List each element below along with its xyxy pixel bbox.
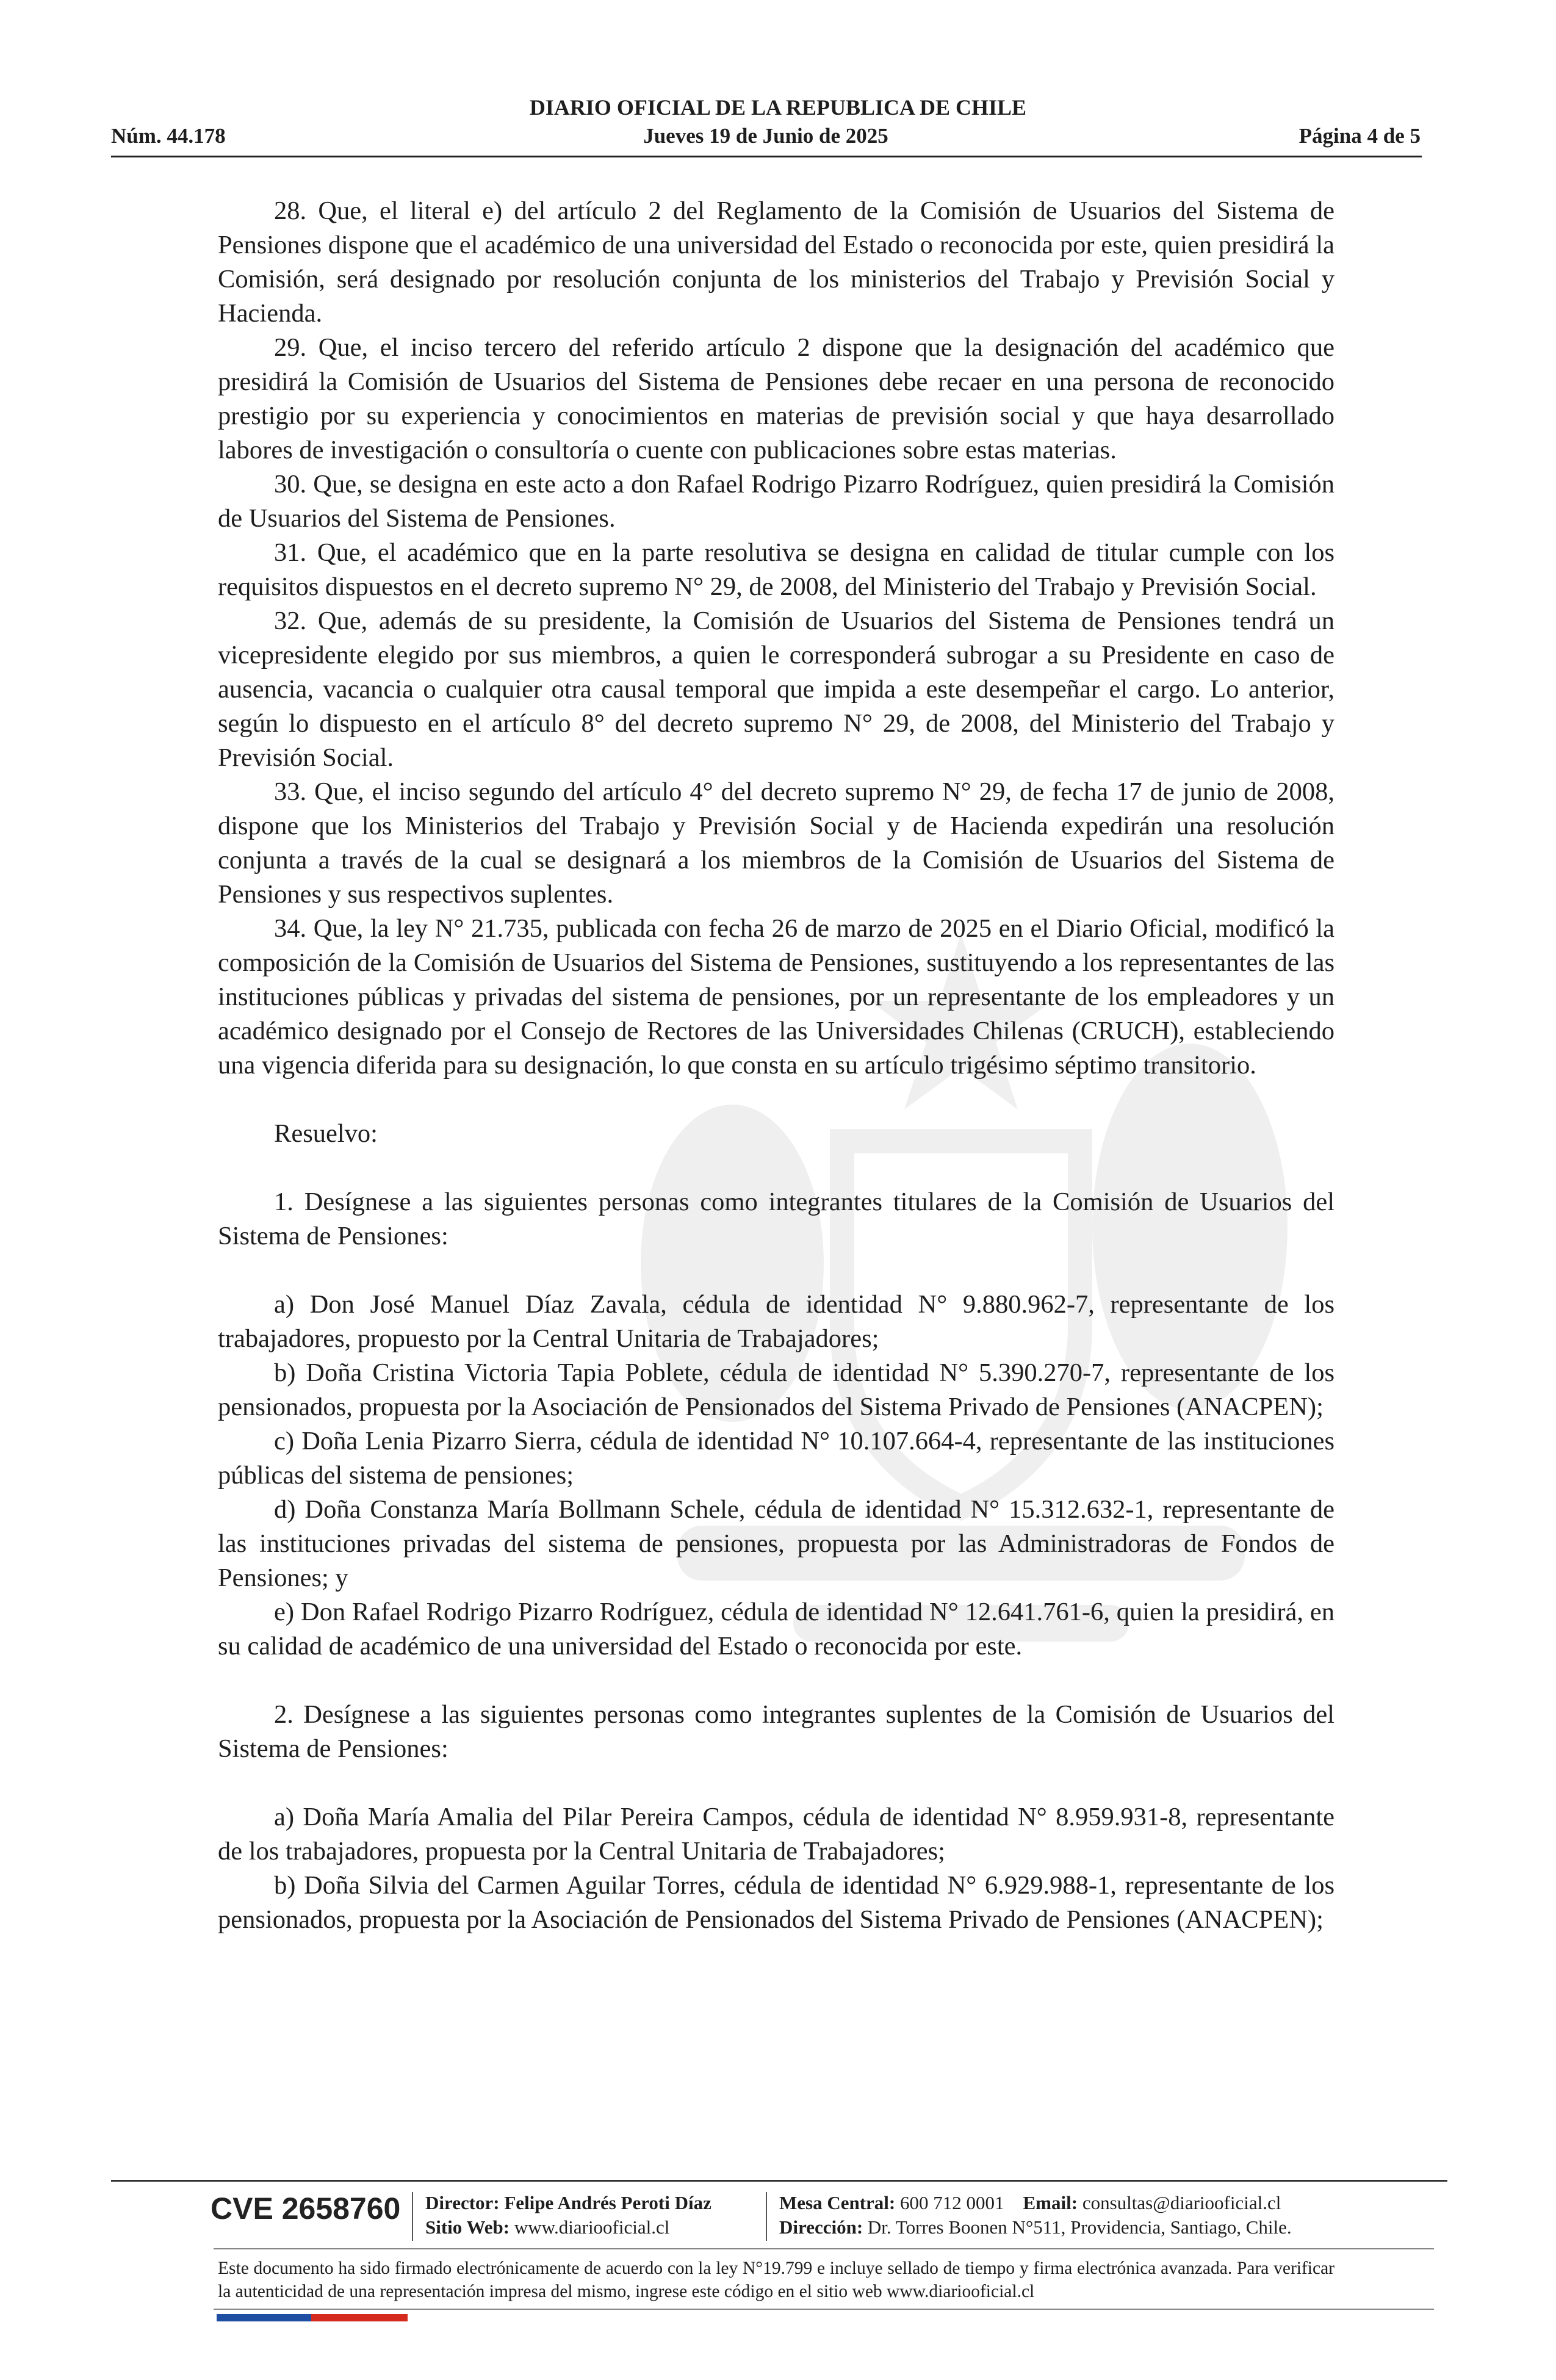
footer-divider-middle	[214, 2248, 1434, 2249]
newspaper-title: DIARIO OFICIAL DE LA REPUBLICA DE CHILE	[529, 95, 1027, 120]
phone-label: Mesa Central:	[779, 2192, 896, 2213]
resolution-2: 2. Desígnese a las siguientes personas como integrantes suplentes de la Comisión de Usuarios del Sistema de Pensiones:	[218, 1700, 1334, 1763]
flag-stripe-red	[311, 2314, 408, 2321]
suplente-a: a) Doña María Amalia del Pilar Pereira Campos, cédula de identidad N° 8.959.931-8, representante de los trabajadores, propuesta por la Central Unitaria de Trabajadores;	[218, 1803, 1334, 1866]
footer-separator	[412, 2192, 413, 2241]
suplente-b: b) Doña Silvia del Carmen Aguilar Torres, cédula de identidad N° 6.929.988-1, representante de los pensionados, propuesta por la Asociación de Pensionados del Sistema Privado de Pensiones (ANACPEN);	[218, 1871, 1334, 1934]
titular-e: e) Don Rafael Rodrigo Pizarro Rodríguez, cédula de identidad N° 12.641.761-6, quien la presidirá, en su calidad de académico de una universidad del Estado o reconocida por este.	[218, 1598, 1334, 1661]
website-link[interactable]: www.diariooficial.cl	[514, 2216, 670, 2238]
paragraph-29: 29. Que, el inciso tercero del referido artículo 2 dispone que la designación del académico que presidirá la Comisión de Usuarios del Sistema de Pensiones debe recaer en una persona de reconocido prestigio por su experiencia y conocimientos en materias de previsión social y que haya desarrollado labores de investigación o consultoría o cuente con publicaciones sobre estas materias.	[218, 333, 1334, 464]
address-value: Dr. Torres Boonen N°511, Providencia, Santiago, Chile.	[867, 2216, 1292, 2238]
issue-date: Jueves 19 de Junio de 2025	[643, 124, 888, 148]
header-divider	[111, 156, 1422, 157]
page-number: Página 4 de 5	[1298, 124, 1421, 148]
paragraph-33: 33. Que, el inciso segundo del artículo 4° del decreto supremo N° 29, de fecha 17 de junio de 2008, dispone que los Ministerios del Trabajo y Previsión Social y de Hacienda expedirán una resolución conjunta a través de la cual se designará a los miembros de la Comisión de Usuarios del Sistema de Pensiones y sus respectivos suplentes.	[218, 777, 1334, 909]
footer-divider-top	[111, 2180, 1447, 2182]
paragraph-28: 28. Que, el literal e) del artículo 2 del Reglamento de la Comisión de Usuarios del Sistema de Pensiones dispone que el académico de una universidad del Estado o reconocida por este, quien presidirá la Comisión, será designado por resolución conjunta de los ministerios del Trabajo y Previsión Social y Hacienda.	[218, 197, 1334, 328]
director-label: Director:	[425, 2192, 500, 2213]
footer-contact-block	[779, 2191, 1292, 2240]
email-label: Email:	[1023, 2192, 1078, 2213]
document-body	[218, 194, 1334, 1937]
address-label: Dirección:	[779, 2216, 863, 2238]
paragraph-34: 34. Que, la ley N° 21.735, publicada con fecha 26 de marzo de 2025 en el Diario Oficial, modificó la composición de la Comisión de Usuarios del Sistema de Pensiones, sustituyendo a los representantes de las instituciones públicas y privadas del sistema de pensiones, por un representante de los empleadores y un académico designado por el Consejo de Rectores de las Universidades Chilenas (CRUCH), estableciendo una vigencia diferida para su designación, lo que consta en su artículo trigésimo séptimo transitorio.	[218, 914, 1334, 1080]
paragraph-32: 32. Que, además de su presidente, la Comisión de Usuarios del Sistema de Pensiones tendrá un vicepresidente elegido por sus miembros, a quien le corresponderá subrogar a su Presidente en caso de ausencia, vacancia o cualquier otra causal temporal que impida a este desempeñar el cargo. Lo anterior, según lo dispuesto en el artículo 8° del decreto supremo N° 29, de 2008, del Ministerio del Trabajo y Previsión Social.	[218, 607, 1334, 772]
footer-separator	[766, 2192, 767, 2241]
footer-divider-bottom	[214, 2309, 1434, 2310]
issue-number: Núm. 44.178	[111, 124, 226, 148]
website-label: Sitio Web:	[425, 2216, 510, 2238]
footer-director-block	[425, 2191, 711, 2240]
titular-a: a) Don José Manuel Díaz Zavala, cédula de identidad N° 9.880.962-7, representante de los trabajadores, propuesto por la Central Unitaria de Trabajadores;	[218, 1290, 1334, 1353]
cve-code: CVE 2658760	[211, 2191, 401, 2226]
titular-c: c) Doña Lenia Pizarro Sierra, cédula de identidad N° 10.107.664-4, representante de las instituciones públicas del sistema de pensiones;	[218, 1427, 1334, 1490]
phone-value: 600 712 0001	[900, 2192, 1004, 2213]
resolution-1: 1. Desígnese a las siguientes personas como integrantes titulares de la Comisión de Usuarios del Sistema de Pensiones:	[218, 1188, 1334, 1250]
paragraph-30: 30. Que, se designa en este acto a don Rafael Rodrigo Pizarro Rodríguez, quien presidirá la Comisión de Usuarios del Sistema de Pensiones.	[218, 470, 1334, 533]
flag-stripe-blue	[217, 2314, 311, 2321]
titular-b: b) Doña Cristina Victoria Tapia Poblete, cédula de identidad N° 5.390.270-7, representante de los pensionados, propuesta por la Asociación de Pensionados del Sistema Privado de Pensiones (ANACPEN);	[218, 1358, 1334, 1421]
paragraph-31: 31. Que, el académico que en la parte resolutiva se designa en calidad de titular cumple con los requisitos dispuestos en el decreto supremo N° 29, de 2008, del Ministerio del Trabajo y Previsión Social.	[218, 538, 1334, 601]
email-link[interactable]: consultas@diariooficial.cl	[1082, 2192, 1281, 2213]
electronic-signature-note: Este documento ha sido firmado electrónicamente de acuerdo con la ley N°19.799 e incluye sellado de tiempo y firma electrónica avanzada. Para verificar la autenticidad de una representación impresa del mismo, ingrese este código en el sitio web www.diariooficial.cl	[218, 2259, 1334, 2301]
director-value: Felipe Andrés Peroti Díaz	[504, 2192, 711, 2213]
titular-d: d) Doña Constanza María Bollmann Schele, cédula de identidad N° 15.312.632-1, representante de las instituciones privadas del sistema de pensiones, propuesta por las Administradoras de Fondos de Pensiones; y	[218, 1495, 1334, 1592]
resuelvo-heading: Resuelvo:	[274, 1119, 378, 1148]
